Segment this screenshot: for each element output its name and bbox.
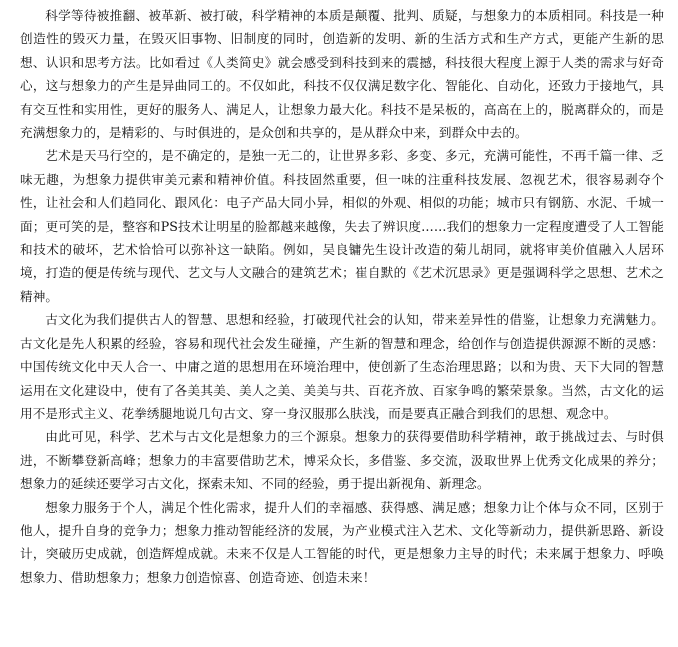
paragraph-ancient-culture: 古文化为我们提供古人的智慧、思想和经验，打破现代社会的认知，带来差异性的借鉴，让想象力充满魅力。古文化是先人积累的经验，容易和现代社会发生碰撞，产生新的智慧和理念，给创作与创造提供源源不断的灵感：中国传统文化中天人合一、中庸之道的思想用在环境治理中，使创新了生态治理思路；以和为贵、天下大同的智慧运用在文化建设中，使有了各美其美、美人之美、美美与共、百花齐放、百家争鸣的繁荣景象。当然，古文化的运用不是形式主义、花拳绣腿地说几句古文、穿一身汉服那么肤浅，而是要真正融合到我们的思想、观念中。 — [20, 312, 664, 421]
paragraph-summary: 由此可见，科学、艺术与古文化是想象力的三个源泉。想象力的获得要借助科学精神，敢于挑战过去、与时俱进，不断攀登新高峰；想象力的丰富要借助艺术，博采众长，多借鉴、多交流，汲取世界上优秀文化成果的养分；想象力的延续还要学习古文化，探索未知、不同的经验，勇于提出新视角、新理念。 — [20, 429, 664, 492]
paragraph-conclusion: 想象力服务于个人，满足个性化需求，提升人们的幸福感、获得感、满足感；想象力让个体与众不同，区别于他人，提升自身的竞争力；想象力推动智能经济的发展，为产业模式注入艺术、文化等新动力，提供新思路、新设计，突破历史成就，创造辉煌成就。未来不仅是人工智能的时代，更是想象力主导的时代；未来属于想象力、呼唤想象力、借助想象力；想象力创造惊喜、创造奇迹、创造未来！ — [20, 499, 664, 585]
paragraph-art: 艺术是天马行空的，是不确定的，是独一无二的，让世界多彩、多变、多元，充满可能性，不再千篇一律、乏味无趣，为想象力提供审美元素和精神价值。科技固然重要，但一味的注重科技发展、忽视艺术，很容易剥夺个性，让社会和人们趋同化、跟风化：电子产品大同小异，相似的外观、相似的功能；城市只有钢筋、水泥、千城一面；更可笑的是，整容和PS技术让明星的脸都越来越像，失去了辨识度……我们的想象力一定程度遭受了人工智能和技术的破坏，艺术恰恰可以弥补这一缺陷。例如，吴良镛先生设计改造的菊儿胡同，就将审美价值融入人居环境，打造的便是传统与现代、艺文与人文融合的建筑艺术；崔自默的《艺术沉思录》更是强调科学之思想、艺术之精神。 — [20, 148, 664, 304]
paragraph-science: 科学等待被推翻、被革新、被打破，科学精神的本质是颠覆、批判、质疑，与想象力的本质相同。科技是一种创造性的毁灭力量，在毁灭旧事物、旧制度的同时，创造新的发明、新的生活方式和生产方式，更能产生新的思想、认识和思考方法。比如看过《人类简史》就会感受到科技到来的震撼，科技很大程度上源于人类的需求与好奇心，这与想象力的产生是异曲同工的。不仅如此，科技不仅仅满足数字化、智能化、自动化，还致力于接地气，具有交互性和实用性，更好的服务人、满足人，让想象力最大化。科技不是呆板的，高高在上的，脱离群众的，而是充满想象力的，是精彩的、与时俱进的，是众创和共享的，是从群众中来，到群众中去的。 — [20, 8, 664, 141]
